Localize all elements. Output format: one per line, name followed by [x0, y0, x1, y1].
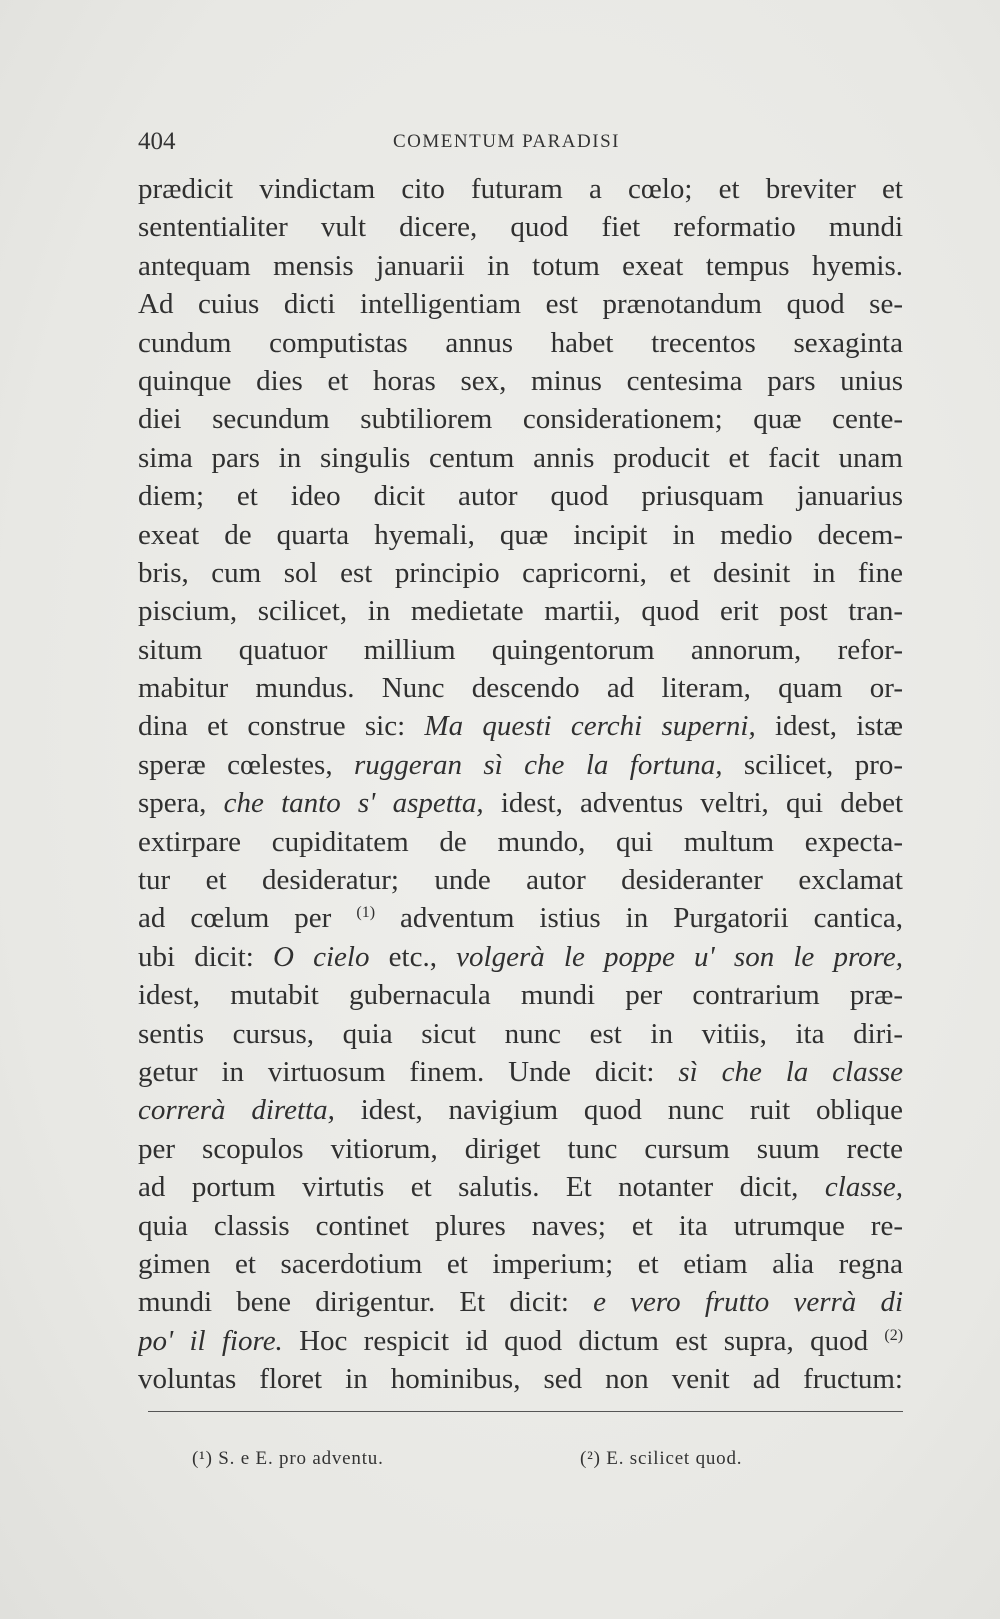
text-line: mundi bene dirigentur. Et dicit: e vero frutto verrà di — [138, 1286, 903, 1319]
italic-quote: che tanto s' aspetta, — [223, 787, 484, 820]
text-line: bris, cum sol est principio capricorni, et desinit in fine — [138, 556, 903, 589]
text-line: quinque dies et horas sex, minus centesima pars unius — [138, 364, 903, 397]
italic-quote: Ma questi cerchi superni, — [424, 710, 756, 743]
text-line: situm quatuor millium quingentorum annorum, refor- — [138, 633, 903, 666]
text-line: sentis cursus, quia sicut nunc est in vitiis, ita diri- — [138, 1017, 903, 1050]
italic-quote: correrà diretta, — [138, 1094, 335, 1127]
text-line: idest, mutabit gubernacula mundi per contrarium præ- — [138, 979, 903, 1012]
footnotes — [192, 1448, 892, 1478]
italic-quote: O cielo — [273, 940, 370, 973]
text-line: correrà diretta, idest, navigium quod nunc ruit oblique — [138, 1094, 903, 1127]
text-line: getur in virtuosum finem. Unde dicit: sì che la classe — [138, 1055, 903, 1088]
italic-quote: ruggeran sì che la fortuna, — [354, 748, 723, 781]
text-line: extirpare cupiditatem de mundo, qui multum expecta- — [138, 825, 903, 858]
text-line: gimen et sacerdotium et imperium; et etiam alia regna — [138, 1247, 903, 1280]
footnote-mark: (2) — [884, 1326, 903, 1344]
text-line: ad portum virtutis et salutis. Et notanter dicit, classe, — [138, 1171, 903, 1204]
page-number: 404 — [138, 128, 176, 155]
text-line: exeat de quarta hyemali, quæ incipit in medio decem- — [138, 518, 903, 551]
footnote-mark: (1) — [356, 904, 376, 922]
text-line: po' il fiore. Hoc respicit id quod dictum est supra, quod $^{(2)}$ — [138, 1324, 903, 1357]
text-line: prædicit vindictam cito futuram a cœlo; et breviter et — [138, 173, 903, 205]
text-line: diem; et ideo dicit autor quod priusquam januarius — [138, 480, 903, 513]
text-line: antequam mensis januarii in totum exeat tempus hyemis. — [138, 249, 903, 282]
footnote-rule — [148, 1411, 903, 1412]
text-line: piscium, scilicet, in medietate martii, quod erit post tran- — [138, 595, 903, 628]
text-line: tur et desideratur; unde autor desideranter exclamat — [138, 864, 903, 897]
italic-quote: volgerà le poppe u' son le prore, — [456, 940, 903, 973]
text-line: ad cœlum per $^{(1)}$ adventum istius in Purgatorii cantica, — [138, 902, 903, 935]
text-line: sententialiter vult dicere, quod fiet reformatio mundi — [138, 211, 903, 244]
italic-quote: e vero frutto verrà di — [593, 1286, 903, 1319]
text-line: quia classis continet plures naves; et ita utrumque re- — [138, 1209, 903, 1242]
text-line: per scopulos vitiorum, diriget tunc cursum suum recte — [138, 1132, 903, 1165]
text-line: cundum computistas annus habet trecentos sexaginta — [138, 326, 903, 359]
footnote-2: (²) E. scilicet quod. — [580, 1448, 743, 1469]
text-line: diei secundum subtiliorem considerationem; quæ cente- — [138, 403, 903, 436]
main-text — [138, 170, 903, 1399]
text-line: ubi dicit: O cielo etc., volgerà le poppe u' son le prore, — [138, 940, 903, 973]
text-line: Ad cuius dicti intelligentiam est prænotandum quod se- — [138, 288, 903, 321]
text-line: spera, che tanto s' aspetta, idest, adventus veltri, qui debet — [138, 787, 903, 820]
italic-quote: po' il fiore. — [138, 1324, 283, 1357]
page-header — [138, 128, 903, 160]
text-line: voluntas floret in hominibus, sed non venit ad fructum: — [138, 1363, 903, 1396]
text-line: sima pars in singulis centum annis producit et facit unam — [138, 441, 903, 474]
italic-quote: classe, — [824, 1171, 903, 1204]
running-title: COMENTUM PARADISI — [393, 131, 620, 152]
text-line: dina et construe sic: Ma questi cerchi superni, idest, istæ — [138, 710, 903, 743]
footnote-1: (¹) S. e E. pro adventu. — [192, 1448, 384, 1469]
italic-quote: sì che la classe — [678, 1055, 903, 1088]
text-line: speræ cœlestes, ruggeran sì che la fortuna, scilicet, pro- — [138, 748, 903, 781]
text-line: mabitur mundus. Nunc descendo ad literam, quam or- — [138, 672, 903, 705]
